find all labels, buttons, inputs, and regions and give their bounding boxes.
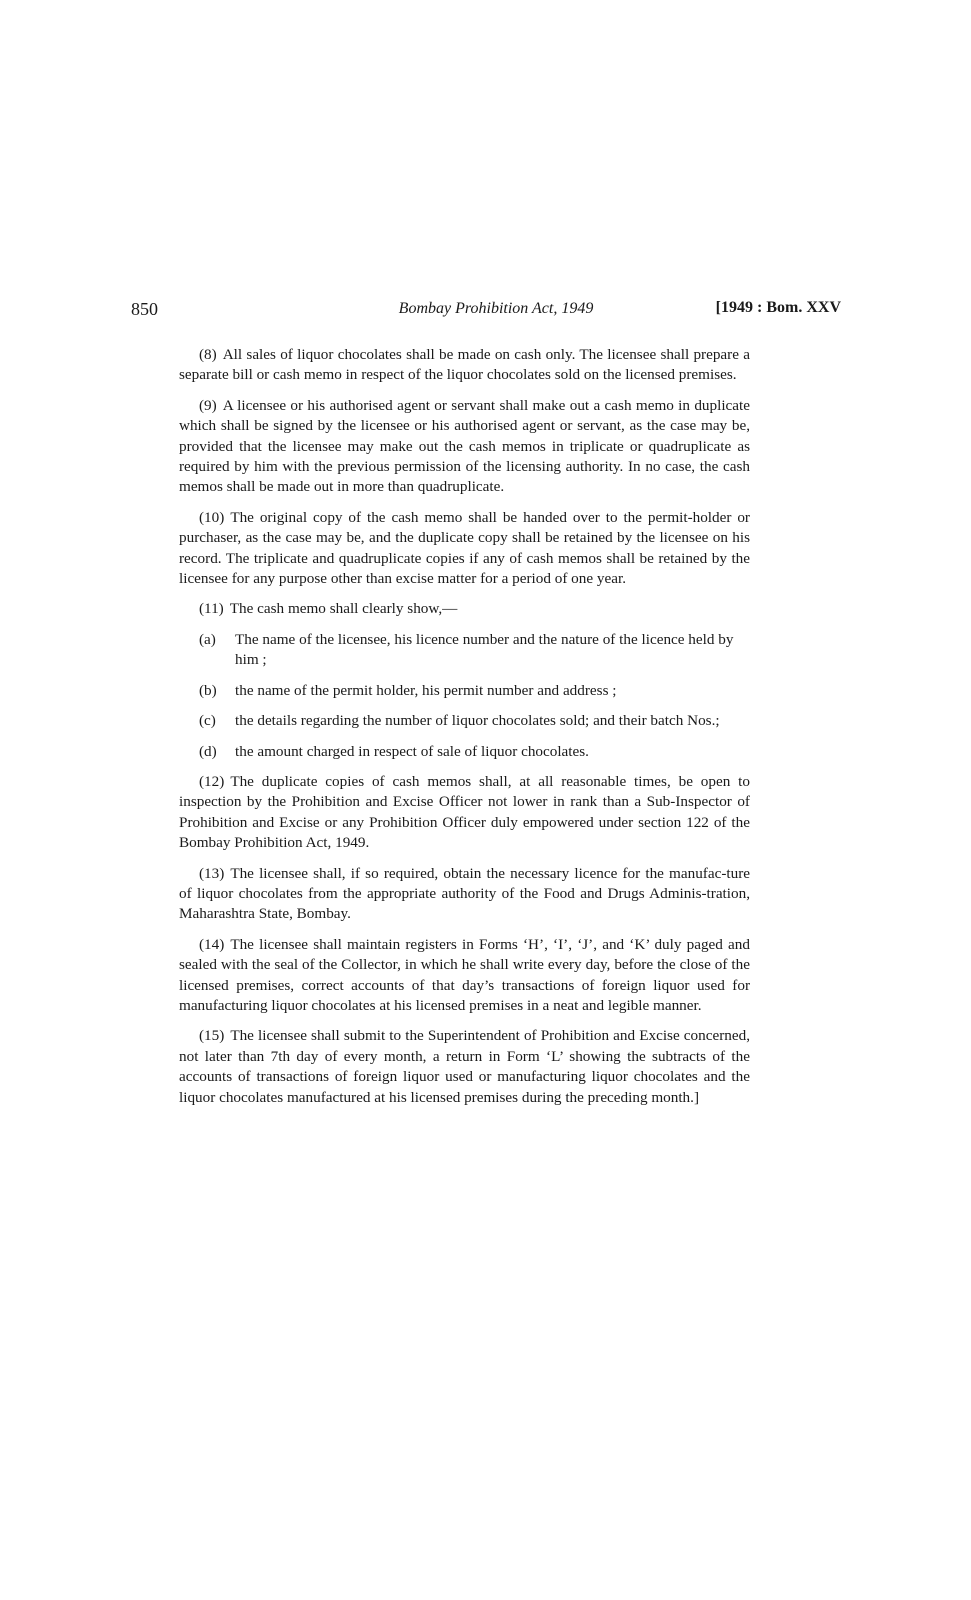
paragraph-13: [179, 864, 750, 925]
paragraph-text: All sales of liquor chocolates shall be made on cash only. The licensee shall prepare a separate bill or cash memo in respect of the liquor chocolates sold on the licensed premises.: [179, 346, 750, 384]
list-item-text: the details regarding the number of liquor chocolates sold; and their batch Nos.;: [235, 712, 720, 730]
list-item-text: The name of the licensee, his licence number and the nature of the licence held by him ;: [235, 630, 734, 669]
list-item-label: (b): [199, 681, 217, 699]
paragraph-number: (14): [199, 935, 225, 953]
paragraph-text: The cash memo shall clearly show,—: [229, 600, 458, 618]
paragraph-text: A licensee or his authorised agent or servant shall make out a cash memo in duplicate which shall be signed by the licensee or his authorised agent or servant, as the case may be, provided that the licensee may make out the cash memos in triplicate or quadruplicate as required by him with the previous permission of the licensing authority. In no case, the cash memos shall be made out in more than quadruplicate.: [179, 396, 750, 496]
paragraph-text: The original copy of the cash memo shall be handed over to the permit-holder or purchaser, as the case may be, and the duplicate copy shall be retained by the licensee on his record. The triplicate and quadruplicate copies if any of cash memos shall be retained by the licensee for any purpose other than excise matter for a period of one year.: [179, 508, 750, 588]
list-item-a: [179, 630, 750, 671]
paragraph-number: (9): [199, 396, 217, 414]
paragraph-number: (8): [199, 346, 217, 363]
list-item-b: [179, 681, 750, 701]
paragraph-number: (11): [199, 600, 224, 618]
act-reference: [1949 : Bom. XXV: [715, 299, 841, 316]
page-header: [131, 299, 841, 325]
list-item-label: (d): [199, 742, 217, 760]
list-item-text: the name of the permit holder, his permit number and address ;: [235, 681, 617, 699]
paragraph-number: (12): [199, 772, 225, 790]
paragraph-text: The licensee shall maintain registers in Forms ‘H’, ‘I’, ‘J’, and ‘K’ duly paged and sealed with the seal of the Collector, in which he shall write every day, before the close of the licensed premises, correct accounts of that day’s transactions of foreign liquor used for manufacturing liquor chocolates at his licensed premises in a neat and legible manner.: [179, 935, 750, 1014]
paragraph-10: [179, 508, 750, 590]
list-item-label: (c): [199, 712, 216, 730]
paragraph-number: (15): [199, 1027, 225, 1045]
page-number: 850: [131, 299, 158, 319]
paragraph-number: (10): [199, 508, 225, 526]
paragraph-text: The licensee shall submit to the Superintendent of Prohibition and Excise concerned, not later than 7th day of every month, a return in Form ‘L’ showing the subtracts of the accounts of transactions of foreign liquor used or manufacturing liquor chocolates and the liquor chocolates manufactured at his licensed premises during the preceding month.]: [179, 1027, 750, 1106]
document-body: [179, 345, 750, 1118]
running-title: Bombay Prohibition Act, 1949: [398, 300, 594, 317]
paragraph-11: [179, 599, 750, 619]
paragraph-8: [179, 345, 750, 386]
list-item-text: the amount charged in respect of sale of liquor chocolates.: [235, 742, 589, 760]
paragraph-text: The duplicate copies of cash memos shall, at all reasonable times, be open to inspection by the Prohibition and Excise Officer not lower in rank than a Sub-Inspector of Prohibition and Excise or any Prohibition Officer duly empowered under section 122 of the Bombay Prohibition Act, 1949.: [179, 772, 750, 852]
paragraph-text: The licensee shall, if so required, obtain the necessary licence for the manufac-ture of liquor chocolates from the appropriate authority of the Food and Drugs Adminis-tration, Maharashtra State, Bombay.: [179, 864, 750, 923]
paragraph-14: [179, 935, 750, 1017]
list-item-c: [179, 711, 750, 731]
paragraph-number: (13): [199, 864, 225, 882]
paragraph-9: [179, 396, 750, 498]
paragraph-15: [179, 1026, 750, 1108]
list-item-d: [179, 742, 750, 762]
paragraph-12: [179, 772, 750, 854]
list-item-label: (a): [199, 630, 216, 648]
